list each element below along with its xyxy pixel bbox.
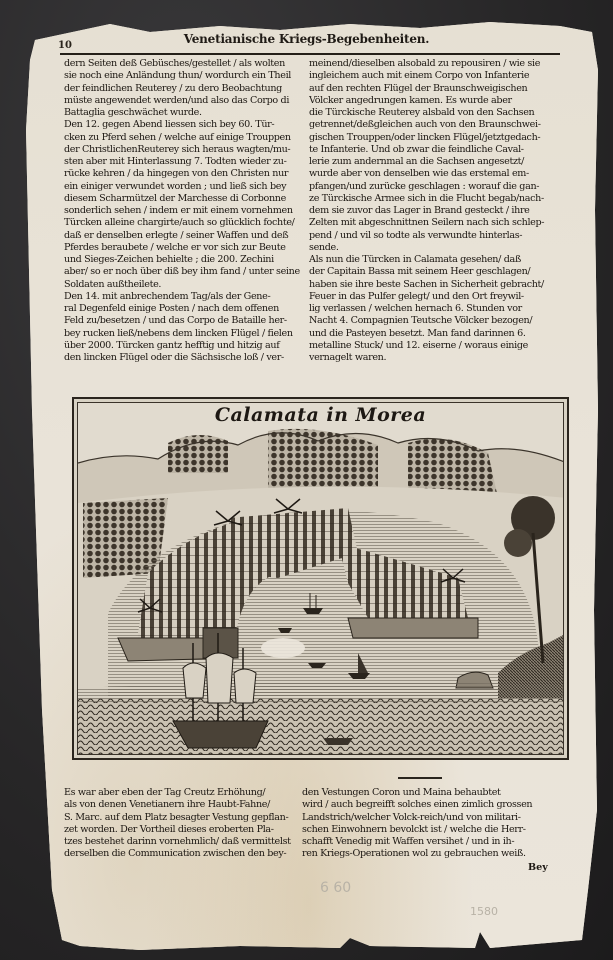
text-line: als von denen Venetianern ihre Haubt-Fahne/ xyxy=(64,799,270,811)
text-line: schen Einwohnern bevolckt ist / welche die Herr- xyxy=(302,823,526,835)
text-line: lig verlassen / welchen hernach 6. Stunden vor xyxy=(309,303,522,314)
text-line: müste angewendet werden/und also das Corpo di xyxy=(64,94,290,106)
text-line: meinend/dieselben alsobald zu repousiren / wie sie xyxy=(309,58,541,69)
catchword: Bey xyxy=(528,862,548,873)
text-line: metalline Stuck/ und 12. eiserne / woraus einige xyxy=(309,339,528,351)
engraving-title: Calamata in Morea xyxy=(214,404,427,426)
text-line: und die Pasteyen besetzt. Man fand darinnen 6. xyxy=(309,327,526,339)
text-line: sonderlich sehen / indem er mit einem vornehmen xyxy=(64,205,293,216)
text-line: vernagelt waren. xyxy=(309,352,387,363)
text-line: ral Degenfeld einige Posten / nach dem offenen xyxy=(64,303,279,314)
text-line: tzes bestehet darinn vornehmlich/ daß vermittelst xyxy=(64,836,291,847)
text-line: der Capitain Bassa mit seinem Heer geschlagen/ xyxy=(309,266,531,278)
text-line: daß er denselben erlegte / seiner Waffen und deß xyxy=(64,229,289,241)
text-line: pfangen/und zurücke geschlagen : worauf die gan- xyxy=(309,180,540,192)
text-line: Nacht 4. Compagnien Teutsche Völcker bezogen/ xyxy=(309,315,533,327)
text-line: ren Kriegs-Operationen wol zu gebrauchen weiß. xyxy=(302,848,526,860)
text-line: ze Türckische Armee sich in die Flucht begab/nach- xyxy=(309,192,544,204)
text-line: ingleichem auch mit einem Corpo von Infanterie xyxy=(309,70,530,82)
text-line: der feindlichen Reuterey / zu dero Beobachtung xyxy=(64,82,282,94)
text-line: Türcken alleine chargirte/auch so glücklich fochte/ xyxy=(64,217,295,229)
text-column-bottom-left xyxy=(64,787,300,861)
section-rule xyxy=(398,777,442,779)
text-line: Battaglia geschwächet wurde. xyxy=(64,107,202,118)
text-column-left xyxy=(64,58,307,364)
text-line: Es war aber eben der Tag Creutz Erhöhung/ xyxy=(64,787,266,798)
text-line: sie noch eine Anländung thun/ wordurch ein Theil xyxy=(64,70,292,82)
text-line: der ChristlichenReuterey sich heraus wagten/mu- xyxy=(64,143,291,155)
text-line: cken zu Pferd sehen / welche auf einige Trouppen xyxy=(64,131,291,143)
text-line: Zelten mit abgeschnittnen Seilern nach sich schlep- xyxy=(309,217,545,229)
text-line: Soldaten außtheilete. xyxy=(64,278,162,290)
text-line: Pferdes beraubete / welche er vor sich zur Beute xyxy=(64,241,286,253)
running-head: Venetianische Kriegs-Begebenheiten. xyxy=(183,32,430,46)
engraving-plate xyxy=(72,397,569,760)
text-line: getrennet/deßgleichen auch von den Braunschwei- xyxy=(309,119,541,131)
text-line: gischen Trouppen/oder lincken Flügel/jetztgedach- xyxy=(309,131,541,143)
text-line: den lincken Flügel oder die Sächsische loß / ver- xyxy=(64,352,284,363)
pencil-mark: 6 60 xyxy=(320,880,352,896)
text-column-right xyxy=(309,58,559,364)
text-line: S. Marc. auf dem Platz besagter Vestung gepflan- xyxy=(64,811,289,823)
text-line: dern Seiten deß Gebüsches/gestellet / als wolten xyxy=(64,58,285,69)
text-line: auf den rechten Flügel der Braunschweigischen xyxy=(309,82,528,94)
text-line: dem sie zuvor das Lager in Brand gesteckt / ihre xyxy=(309,205,530,216)
text-line: Den 14. mit anbrechendem Tag/als der Gene- xyxy=(64,290,271,302)
text-line: wird / auch begreifft solches einen zimlich grossen xyxy=(302,799,533,811)
text-line: über 2000. Türcken gantz hefftig und hitzig auf xyxy=(64,339,280,351)
text-line: lerie zum andernmal an die Sachsen angesetzt/ xyxy=(309,156,525,167)
text-line: Landstrich/welcher Volck-reich/und von militari- xyxy=(302,811,521,823)
engraving-artwork xyxy=(78,403,564,755)
text-line: derselben die Communication zwischen den bey- xyxy=(64,848,287,860)
text-line: schafft Venedig mit Waffen versihet / und in ih- xyxy=(302,836,515,847)
text-line: rücke kehren / da hingegen von den Christen nur xyxy=(64,168,289,180)
text-column-bottom-right xyxy=(302,787,558,861)
text-line: bey rucken ließ/nebens dem lincken Flügel / fielen xyxy=(64,327,293,339)
text-line: te Infanterie. Und ob zwar die feindliche Caval- xyxy=(309,143,524,155)
text-line: Feld zu/besetzen / und das Corpo de Bataille her- xyxy=(64,315,287,327)
text-line: zet worden. Der Vortheil dieses eroberten Pla- xyxy=(64,823,274,835)
page-number: 10 xyxy=(58,40,72,51)
header-rule xyxy=(60,53,560,55)
text-line: pend / und vil so todte als verwundte hinterlas- xyxy=(309,229,523,241)
text-line: diesem Scharmützel der Marchesse di Corbonne xyxy=(64,192,286,204)
text-line: sten aber mit Hinterlassung 7. Todten wieder zu- xyxy=(64,156,287,167)
text-line: Feuer in das Pulfer gelegt/ und den Ort freywil- xyxy=(309,290,524,302)
text-line: haben sie ihre beste Sachen in Sicherheit gebracht/ xyxy=(309,278,544,290)
pencil-mark: 1580 xyxy=(470,905,498,918)
text-line: Als nun die Türcken in Calamata gesehen/ daß xyxy=(309,254,521,265)
text-line: und Sieges-Zeichen behielte ; die 200. Zechini xyxy=(64,254,274,265)
text-line: die Türckische Reuterey alsbald von den Sachsen xyxy=(309,107,535,118)
text-line: Völcker angedrungen kamen. Es wurde aber xyxy=(309,94,512,106)
text-line: ein einiger verwundet worden ; und ließ sich bey xyxy=(64,180,287,192)
text-line: wurde aber von denselben wie das erstemal em- xyxy=(309,168,529,180)
text-line: aber/ so er noch über diß bey ihm fand / unter seine xyxy=(64,266,300,278)
text-line: Den 12. gegen Abend liessen sich bey 60. Tür- xyxy=(64,119,275,131)
text-line: sende. xyxy=(309,241,339,253)
text-line: den Vestungen Coron und Maina behaubtet xyxy=(302,787,501,798)
engraving-image xyxy=(77,402,564,755)
